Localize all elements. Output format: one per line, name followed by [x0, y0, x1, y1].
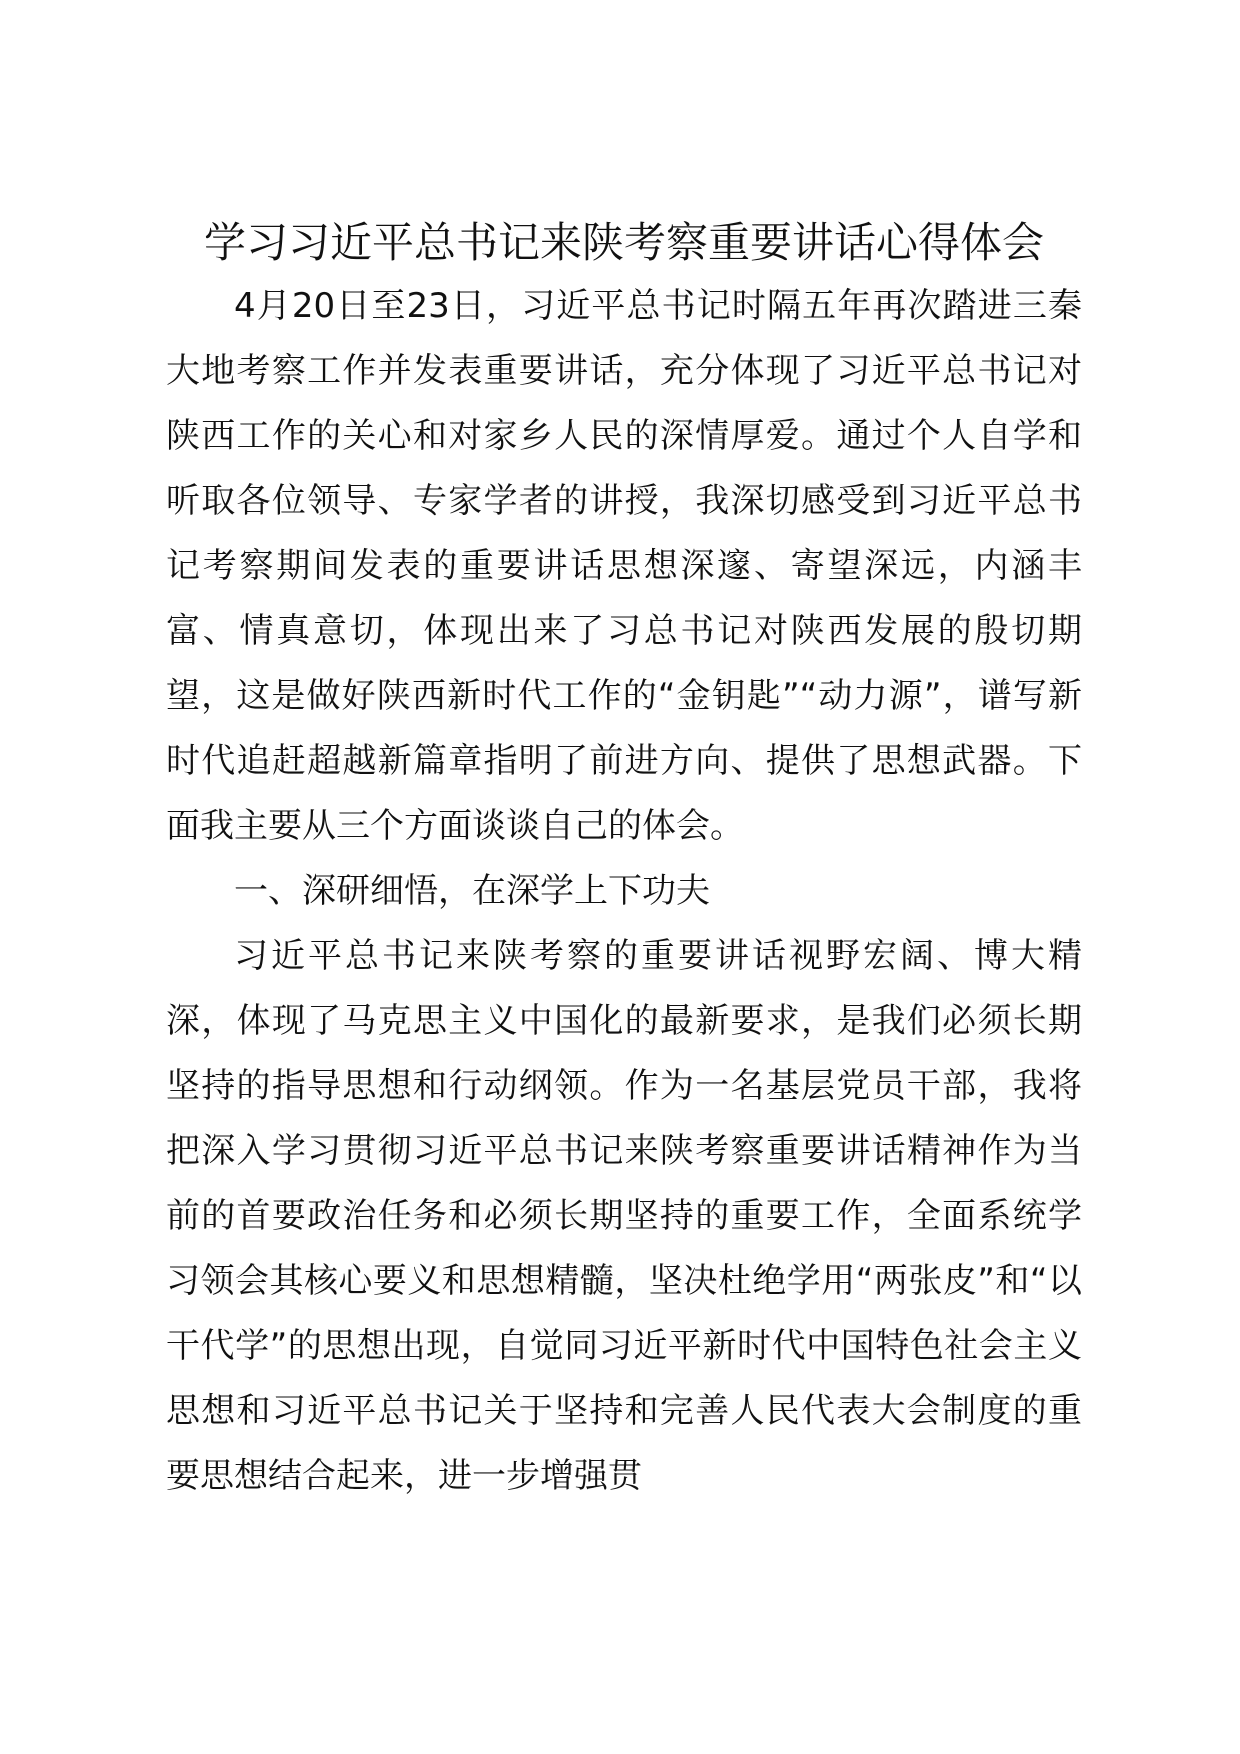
section-heading: 一、深研细悟，在深学上下功夫 — [234, 871, 710, 911]
section-paragraph: 习近平总书记来陕考察的重要讲话视野宏阔、博大精深，体现了马克思主义中国化的最新要求，是我们必须长期坚持的指导思想和行动纲领。作为一名基层党员干部，我将把深入学习贯彻习近平总书记来陕考察重要讲话精神作为当前的首要政治任务和必须长期坚持的重要工作，全面系统学习领会其核心要义和思想精髓，坚决杜绝学用“两张皮”和“以干代学”的思想出现，自觉同习近平新时代中国特色社会主义思想和习近平总书记关于坚持和完善人民代表大会制度的重要思想结合起来，进一步增强贯 — [166, 936, 1082, 1496]
document-title: 学习习近平总书记来陕考察重要讲话心得体会 — [203, 218, 1044, 267]
document-body — [166, 212, 1082, 1509]
intro-paragraph: 4月20日至23日，习近平总书记时隔五年再次踏进三秦大地考察工作并发表重要讲话，充分体现了习近平总书记对陕西工作的关心和对家乡人民的深情厚爱。通过个人自学和听取各位领导、专家学者的讲授，我深切感受到习近平总书记考察期间发表的重要讲话思想深邃、寄望深远，内涵丰富、情真意切，体现出来了习总书记对陕西发展的殷切期望，这是做好陕西新时代工作的“金钥匙”“动力源”，谱写新时代追赶超越新篇章指明了前进方向、提供了思想武器。下面我主要从三个方面谈谈自己的体会。 — [166, 286, 1082, 846]
